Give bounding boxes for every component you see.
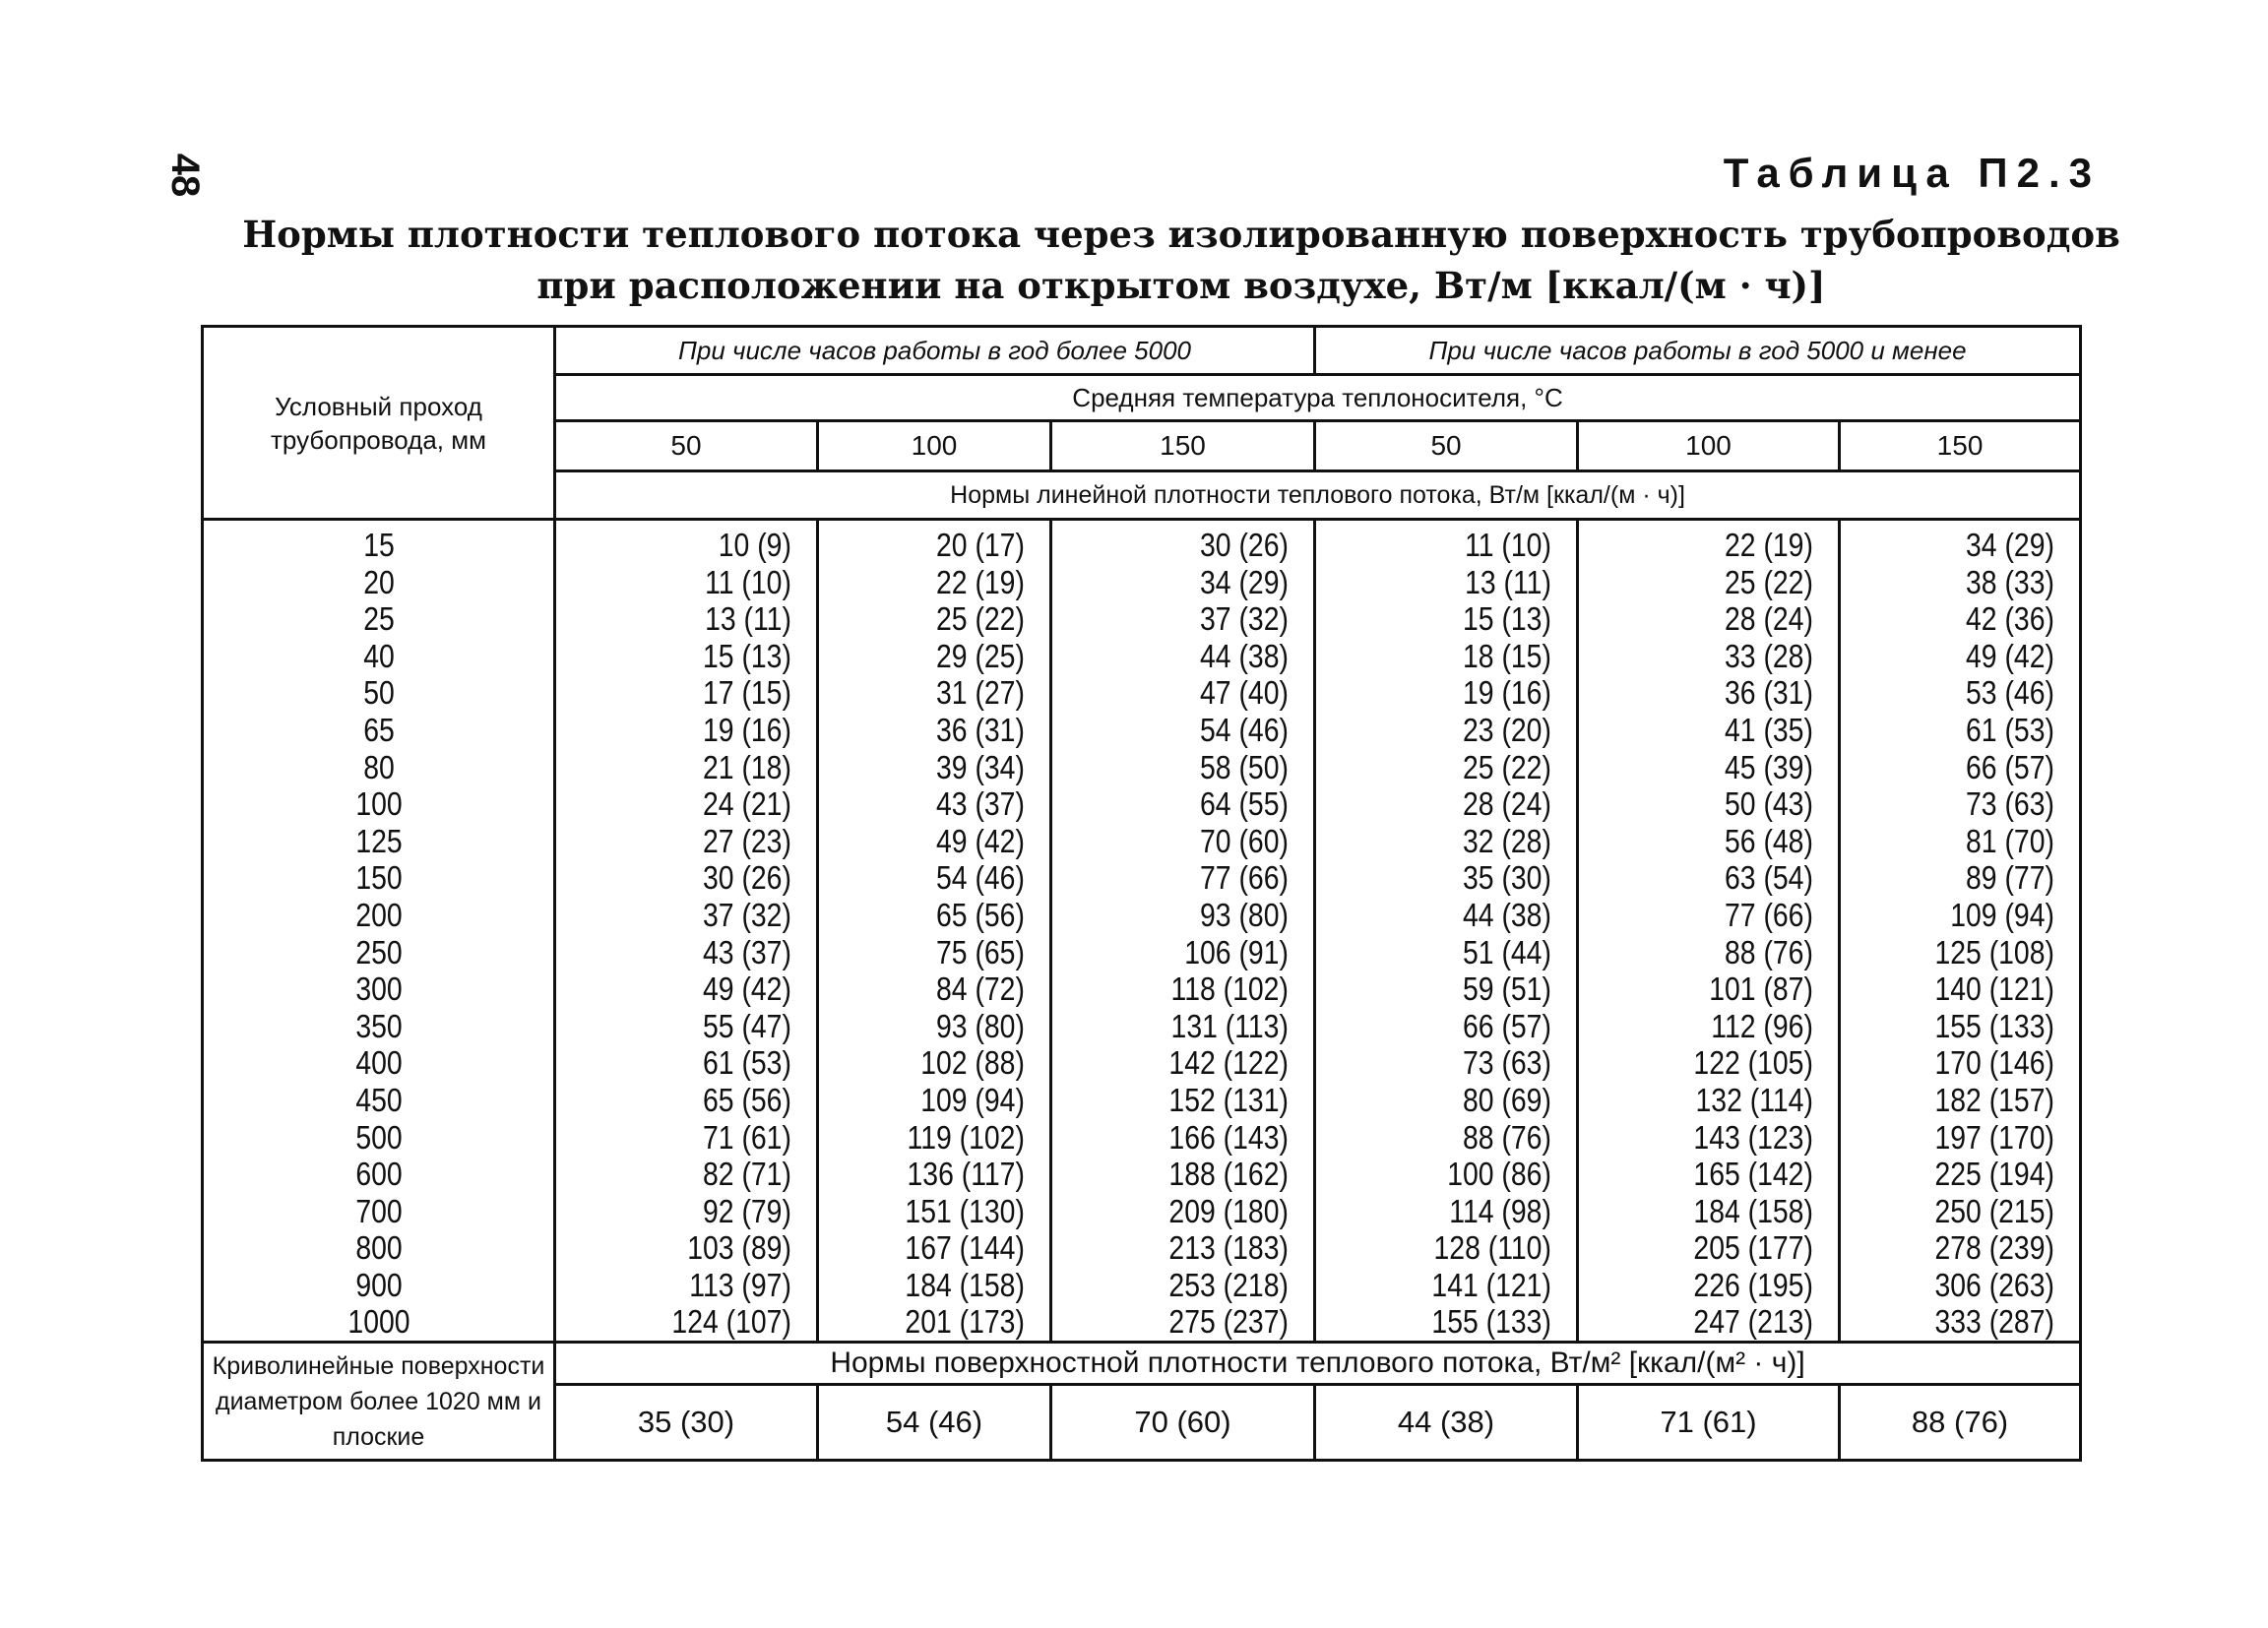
value-cell: 155 (133) <box>1873 1008 2081 1045</box>
value-cell: 225 (194) <box>1873 1156 2081 1193</box>
value-cell: 22 (19) <box>850 564 1051 601</box>
nominal-diameter-cell: 450 <box>227 1082 531 1119</box>
value-cell: 56 (48) <box>1614 823 1840 860</box>
table-row <box>203 1229 2081 1267</box>
value-cell: 81 (70) <box>1873 823 2081 860</box>
value-cell: 54 (46) <box>850 859 1051 897</box>
table-body <box>203 520 2081 1343</box>
table-row <box>203 934 2081 971</box>
temperature-cell: 50 <box>1315 421 1578 471</box>
row-header-nominal-diameter: Условный проход трубопровода, мм <box>203 327 555 520</box>
value-cell: 119 (102) <box>850 1119 1051 1157</box>
nominal-diameter-cell: 900 <box>227 1267 531 1304</box>
nominal-diameter-cell: 700 <box>227 1193 531 1230</box>
value-cell: 36 (31) <box>850 712 1051 749</box>
value-cell: 44 (38) <box>1088 638 1314 675</box>
value-cell: 63 (54) <box>1614 859 1840 897</box>
table-row <box>203 1193 2081 1230</box>
value-cell: 53 (46) <box>1873 674 2081 712</box>
surface-value-cell: 71 (61) <box>1578 1385 1840 1461</box>
value-cell: 45 (39) <box>1614 749 1840 786</box>
value-cell: 15 (13) <box>592 638 818 675</box>
nominal-diameter-cell: 15 <box>227 520 531 564</box>
value-cell: 165 (142) <box>1614 1156 1840 1193</box>
surface-value-cell: 35 (30) <box>555 1385 818 1461</box>
nominal-diameter-cell: 125 <box>227 823 531 860</box>
temperature-cell: 50 <box>555 421 818 471</box>
value-cell: 64 (55) <box>1088 785 1314 823</box>
value-cell: 182 (157) <box>1873 1082 2081 1119</box>
group-header-over-5000: При числе часов работы в год более 5000 <box>555 327 1315 375</box>
table-row <box>203 638 2081 675</box>
value-cell: 73 (63) <box>1873 785 2081 823</box>
value-cell: 136 (117) <box>850 1156 1051 1193</box>
value-cell: 20 (17) <box>850 520 1051 564</box>
table-row <box>203 785 2081 823</box>
value-cell: 44 (38) <box>1352 897 1578 934</box>
table-row <box>203 564 2081 601</box>
table-row <box>203 1267 2081 1304</box>
value-cell: 65 (56) <box>592 1082 818 1119</box>
table-row <box>203 1156 2081 1193</box>
value-cell: 32 (28) <box>1352 823 1578 860</box>
value-cell: 42 (36) <box>1873 600 2081 638</box>
value-cell: 333 (287) <box>1873 1303 2081 1342</box>
temperature-header: Средняя температура теплоносителя, °С <box>555 375 2081 421</box>
temperature-cell: 100 <box>818 421 1051 471</box>
value-cell: 100 (86) <box>1352 1156 1578 1193</box>
value-cell: 24 (21) <box>592 785 818 823</box>
nominal-diameter-cell: 250 <box>227 934 531 971</box>
nominal-diameter-cell: 40 <box>227 638 531 675</box>
value-cell: 22 (19) <box>1614 520 1840 564</box>
nominal-diameter-cell: 300 <box>227 971 531 1008</box>
value-cell: 36 (31) <box>1614 674 1840 712</box>
linear-density-header: Нормы линейной плотности теплового потока, Вт/м [ккал/(м · ч)] <box>555 471 2081 520</box>
value-cell: 49 (42) <box>592 971 818 1008</box>
value-cell: 106 (91) <box>1088 934 1314 971</box>
value-cell: 197 (170) <box>1873 1119 2081 1157</box>
value-cell: 55 (47) <box>592 1008 818 1045</box>
value-cell: 30 (26) <box>1088 520 1314 564</box>
value-cell: 184 (158) <box>850 1267 1051 1304</box>
table-row <box>203 897 2081 934</box>
value-cell: 93 (80) <box>1088 897 1314 934</box>
value-cell: 92 (79) <box>592 1193 818 1230</box>
value-cell: 167 (144) <box>850 1229 1051 1267</box>
nominal-diameter-cell: 1000 <box>227 1303 531 1342</box>
surface-value-cell: 70 (60) <box>1051 1385 1315 1461</box>
table-row <box>203 859 2081 897</box>
value-cell: 19 (16) <box>1352 674 1578 712</box>
value-cell: 77 (66) <box>1088 859 1314 897</box>
value-cell: 213 (183) <box>1088 1229 1314 1267</box>
value-cell: 131 (113) <box>1088 1008 1314 1045</box>
value-cell: 250 (215) <box>1873 1193 2081 1230</box>
value-cell: 77 (66) <box>1614 897 1840 934</box>
value-cell: 80 (69) <box>1352 1082 1578 1119</box>
value-cell: 11 (10) <box>1352 520 1578 564</box>
table-row <box>203 1303 2081 1342</box>
group-header-5000-or-less: При числе часов работы в год 5000 и менее <box>1315 327 2081 375</box>
nominal-diameter-cell: 800 <box>227 1229 531 1267</box>
nominal-diameter-cell: 500 <box>227 1119 531 1157</box>
nominal-diameter-cell: 80 <box>227 749 531 786</box>
table-label: Таблица П2.3 <box>1723 150 2101 196</box>
value-cell: 109 (94) <box>850 1082 1051 1119</box>
value-cell: 27 (23) <box>592 823 818 860</box>
temperature-cell: 100 <box>1578 421 1840 471</box>
value-cell: 71 (61) <box>592 1119 818 1157</box>
nominal-diameter-cell: 20 <box>227 564 531 601</box>
temperature-cell: 150 <box>1840 421 2081 471</box>
value-cell: 306 (263) <box>1873 1267 2081 1304</box>
temperature-cell: 150 <box>1051 421 1315 471</box>
value-cell: 152 (131) <box>1088 1082 1314 1119</box>
table-row <box>203 823 2081 860</box>
table-row <box>203 674 2081 712</box>
value-cell: 21 (18) <box>592 749 818 786</box>
nominal-diameter-cell: 25 <box>227 600 531 638</box>
value-cell: 59 (51) <box>1352 971 1578 1008</box>
value-cell: 17 (15) <box>592 674 818 712</box>
value-cell: 30 (26) <box>592 859 818 897</box>
page-number: 48 <box>163 153 207 198</box>
value-cell: 28 (24) <box>1352 785 1578 823</box>
surface-row-label: Криволинейные поверхности диаметром более 1020 мм и плоские <box>203 1343 555 1461</box>
value-cell: 15 (13) <box>1352 600 1578 638</box>
value-cell: 34 (29) <box>1088 564 1314 601</box>
value-cell: 23 (20) <box>1352 712 1578 749</box>
value-cell: 31 (27) <box>850 674 1051 712</box>
value-cell: 38 (33) <box>1873 564 2081 601</box>
value-cell: 275 (237) <box>1088 1303 1314 1342</box>
value-cell: 166 (143) <box>1088 1119 1314 1157</box>
value-cell: 88 (76) <box>1352 1119 1578 1157</box>
heat-flux-norms-table <box>201 325 2082 1462</box>
value-cell: 58 (50) <box>1088 749 1314 786</box>
value-cell: 50 (43) <box>1614 785 1840 823</box>
value-cell: 114 (98) <box>1352 1193 1578 1230</box>
value-cell: 66 (57) <box>1873 749 2081 786</box>
value-cell: 128 (110) <box>1352 1229 1578 1267</box>
value-cell: 29 (25) <box>850 638 1051 675</box>
value-cell: 37 (32) <box>1088 600 1314 638</box>
table-row <box>203 971 2081 1008</box>
nominal-diameter-cell: 150 <box>227 859 531 897</box>
table-row <box>203 712 2081 749</box>
value-cell: 54 (46) <box>1088 712 1314 749</box>
value-cell: 25 (22) <box>850 600 1051 638</box>
table-title-line-1: Нормы плотности теплового потока через изолированную поверхность трубопроводов <box>242 213 2120 256</box>
value-cell: 61 (53) <box>1873 712 2081 749</box>
value-cell: 41 (35) <box>1614 712 1840 749</box>
value-cell: 34 (29) <box>1873 520 2081 564</box>
value-cell: 66 (57) <box>1352 1008 1578 1045</box>
nominal-diameter-cell: 350 <box>227 1008 531 1045</box>
value-cell: 109 (94) <box>1873 897 2081 934</box>
value-cell: 75 (65) <box>850 934 1051 971</box>
value-cell: 140 (121) <box>1873 971 2081 1008</box>
value-cell: 247 (213) <box>1614 1303 1840 1342</box>
value-cell: 82 (71) <box>592 1156 818 1193</box>
value-cell: 103 (89) <box>592 1229 818 1267</box>
table-row <box>203 1082 2081 1119</box>
value-cell: 84 (72) <box>850 971 1051 1008</box>
value-cell: 253 (218) <box>1088 1267 1314 1304</box>
table-row <box>203 520 2081 564</box>
table-row <box>203 1044 2081 1082</box>
value-cell: 37 (32) <box>592 897 818 934</box>
value-cell: 33 (28) <box>1614 638 1840 675</box>
value-cell: 61 (53) <box>592 1044 818 1082</box>
value-cell: 125 (108) <box>1873 934 2081 971</box>
value-cell: 25 (22) <box>1352 749 1578 786</box>
value-cell: 93 (80) <box>850 1008 1051 1045</box>
value-cell: 19 (16) <box>592 712 818 749</box>
value-cell: 28 (24) <box>1614 600 1840 638</box>
value-cell: 43 (37) <box>592 934 818 971</box>
table-row <box>203 749 2081 786</box>
nominal-diameter-cell: 200 <box>227 897 531 934</box>
value-cell: 124 (107) <box>592 1303 818 1342</box>
value-cell: 132 (114) <box>1614 1082 1840 1119</box>
nominal-diameter-cell: 65 <box>227 712 531 749</box>
value-cell: 47 (40) <box>1088 674 1314 712</box>
value-cell: 49 (42) <box>1873 638 2081 675</box>
value-cell: 151 (130) <box>850 1193 1051 1230</box>
value-cell: 13 (11) <box>1352 564 1578 601</box>
value-cell: 141 (121) <box>1352 1267 1578 1304</box>
surface-density-header: Нормы поверхностной плотности теплового потока, Вт/м² [ккал/(м² · ч)] <box>555 1343 2081 1385</box>
value-cell: 102 (88) <box>850 1044 1051 1082</box>
surface-value-cell: 88 (76) <box>1840 1385 2081 1461</box>
surface-value-cell: 44 (38) <box>1315 1385 1578 1461</box>
value-cell: 188 (162) <box>1088 1156 1314 1193</box>
value-cell: 25 (22) <box>1614 564 1840 601</box>
table-row <box>203 1008 2081 1045</box>
value-cell: 43 (37) <box>850 785 1051 823</box>
value-cell: 122 (105) <box>1614 1044 1840 1082</box>
value-cell: 51 (44) <box>1352 934 1578 971</box>
value-cell: 278 (239) <box>1873 1229 2081 1267</box>
value-cell: 73 (63) <box>1352 1044 1578 1082</box>
value-cell: 11 (10) <box>592 564 818 601</box>
value-cell: 39 (34) <box>850 749 1051 786</box>
surface-value-cell: 54 (46) <box>818 1385 1051 1461</box>
value-cell: 35 (30) <box>1352 859 1578 897</box>
nominal-diameter-cell: 100 <box>227 785 531 823</box>
value-cell: 13 (11) <box>592 600 818 638</box>
value-cell: 155 (133) <box>1352 1303 1578 1342</box>
value-cell: 113 (97) <box>592 1267 818 1304</box>
value-cell: 184 (158) <box>1614 1193 1840 1230</box>
value-cell: 112 (96) <box>1614 1008 1840 1045</box>
table-title-line-2: при расположении на открытом воздухе, Вт/м [ккал/(м · ч)] <box>536 264 1826 307</box>
value-cell: 10 (9) <box>592 520 818 564</box>
value-cell: 88 (76) <box>1614 934 1840 971</box>
value-cell: 170 (146) <box>1873 1044 2081 1082</box>
value-cell: 201 (173) <box>850 1303 1051 1342</box>
value-cell: 49 (42) <box>850 823 1051 860</box>
value-cell: 209 (180) <box>1088 1193 1314 1230</box>
table-row <box>203 1119 2081 1157</box>
value-cell: 70 (60) <box>1088 823 1314 860</box>
nominal-diameter-cell: 600 <box>227 1156 531 1193</box>
value-cell: 226 (195) <box>1614 1267 1840 1304</box>
value-cell: 142 (122) <box>1088 1044 1314 1082</box>
value-cell: 118 (102) <box>1088 971 1314 1008</box>
nominal-diameter-cell: 400 <box>227 1044 531 1082</box>
table-row <box>203 600 2081 638</box>
value-cell: 65 (56) <box>850 897 1051 934</box>
value-cell: 18 (15) <box>1352 638 1578 675</box>
value-cell: 101 (87) <box>1614 971 1840 1008</box>
value-cell: 143 (123) <box>1614 1119 1840 1157</box>
value-cell: 205 (177) <box>1614 1229 1840 1267</box>
value-cell: 89 (77) <box>1873 859 2081 897</box>
nominal-diameter-cell: 50 <box>227 674 531 712</box>
